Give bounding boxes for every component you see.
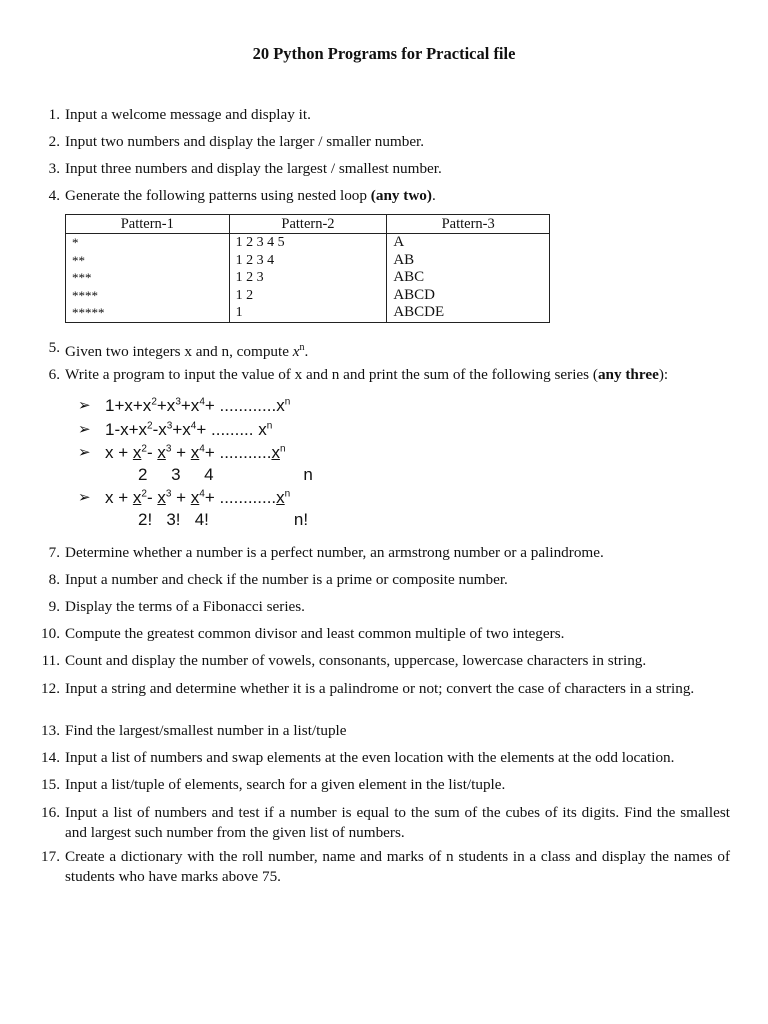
pattern-table (65, 214, 550, 323)
item-text: Determine whether a number is a perfect number, an armstrong number or a palindrome. (65, 544, 604, 561)
document-page: 20 Python Programs for Practical file 1. Input a welcome message and display it. 2. Input two numbers and display the larger / smaller number. 3. Input three numbers and display the largest / smallest number. 4. Generate the following patterns using nested loop (any two). Pattern-1 Pattern-2 Pattern-3 * ** *** **** ***** 1 2 3 4 5 1 2 3 4 1 2 3 1 2 1 A AB ABC ABCD ABCDE 5. Given two integers x and n, compute $x^n$. 6. Write a program to input the value of x and n and print the sum of the following series (any three): ➢ $1+x+x^2+x^3+x^4+ ............x^n$ ➢ $1-x+x^2-x^3+x^4+$ ......... $x^n$ ➢ $x + x^2-$ $x^3 + x^4+ ...........x^n$ 2 3 4 n ➢ $x + x^2-$ $x^3 + x^4+ ............x^n$ 2! 3! 4! n! 7. Determine whether a number is a perfect number, an armstrong number or a palindrome. 8. Input a number and check if the number is a prime or composite number. 9. Display the terms of a Fibonacci series. 10. Compute the greatest common divisor and least common multiple of two integers. 11. Count and display the number of vowels, consonants, uppercase, lowercase characters in string. 12. Input a string and determine whether it is a palindrome or not; convert the case of characters in a string. 13. Find the largest/smallest number in a list/tuple 14. Input a list of numbers and swap elements at the even location with the elements at the odd location. 15. Input a list/tuple of elements, search for a given element in the list/tuple. 16. Input a list of numbers and test if a number is equal to the sum of the cubes of its digits. Find the smallest and largest such number from the given list of numbers. 17. Create a dictionary with the roll number, name and marks of n students in a class and display the names of students who have marks above 75. (0, 0, 768, 1024)
item-text: Find the largest/smallest number in a list/tuple (65, 722, 347, 739)
table-header: Pattern-1 (66, 215, 230, 234)
item-number: 17. (41, 848, 60, 865)
item-number: 1. (48, 106, 60, 123)
arrow-bullet-icon: ➢ (78, 444, 91, 461)
item-number: 7. (48, 544, 60, 561)
series-3-denominators: 2 3 4 n (138, 465, 313, 484)
pattern-3-cell: A AB ABC ABCD ABCDE (387, 234, 550, 323)
arrow-bullet-icon: ➢ (78, 489, 91, 506)
emphasis: (any two) (370, 187, 432, 204)
table-header: Pattern-2 (229, 215, 387, 234)
item-number: 11. (41, 652, 60, 669)
item-number: 6. (48, 366, 60, 383)
item-number: 16. (41, 804, 60, 821)
item-number: 3. (48, 160, 60, 177)
item-text: Input a string and determine whether it is a palindrome or not; convert the case of characters in a string. (65, 680, 695, 697)
item-number: 12. (41, 680, 60, 697)
math-exponent: n (299, 342, 305, 353)
arrow-bullet-icon: ➢ (78, 397, 91, 414)
pattern-2-cell: 1 2 3 4 5 1 2 3 4 1 2 3 1 2 1 (229, 234, 387, 323)
item-number: 10. (41, 625, 60, 642)
item-text: Input a welcome message and display it. (65, 106, 311, 123)
item-number: 2. (48, 133, 60, 150)
item-number: 13. (41, 722, 60, 739)
item-text: Input a list of numbers and swap elements at the even location with the elements at the odd location. (65, 749, 675, 766)
item-text: Input a number and check if the number is a prime or composite number. (65, 571, 508, 588)
item-number: 4. (48, 187, 60, 204)
item-number: 15. (41, 776, 60, 793)
item-text: Display the terms of a Fibonacci series. (65, 598, 305, 615)
page-title: 20 Python Programs for Practical file (252, 44, 516, 63)
table-header: Pattern-3 (387, 215, 550, 234)
series-4-denominators: 2! 3! 4! n! (138, 510, 309, 529)
item-text: Input three numbers and display the largest / smallest number. (65, 160, 442, 177)
item-text: Create a dictionary with the roll number, name and marks of n students in a class and display the names of students who have marks above 75. (65, 848, 730, 885)
item-text: Input two numbers and display the larger / smaller number. (65, 133, 425, 150)
item-text: Write a program to input the value of x and n and print the sum of the following series (any three): (65, 366, 669, 383)
item-text: Generate the following patterns using nested loop (any two). (65, 187, 436, 204)
pattern-1-cell: * ** *** **** ***** (66, 234, 230, 323)
math-variable: x (292, 343, 300, 361)
item-text: Input a list/tuple of elements, search for a given element in the list/tuple. (65, 776, 506, 793)
item-text: Count and display the number of vowels, consonants, uppercase, lowercase characters in string. (65, 652, 647, 669)
item-number: 5. (48, 339, 60, 356)
item-number: 8. (48, 571, 60, 588)
item-number: 14. (41, 749, 60, 766)
item-text: Given two integers x and n, compute $x^n$. (65, 342, 309, 361)
item-text: Input a list of numbers and test if a number is equal to the sum of the cubes of its digits. Find the smallest and largest such number from the given list of numbers. (65, 804, 730, 841)
item-number: 9. (48, 598, 60, 615)
item-text: Compute the greatest common divisor and least common multiple of two integers. (65, 625, 565, 642)
arrow-bullet-icon: ➢ (78, 421, 91, 438)
emphasis: any three (597, 366, 659, 383)
